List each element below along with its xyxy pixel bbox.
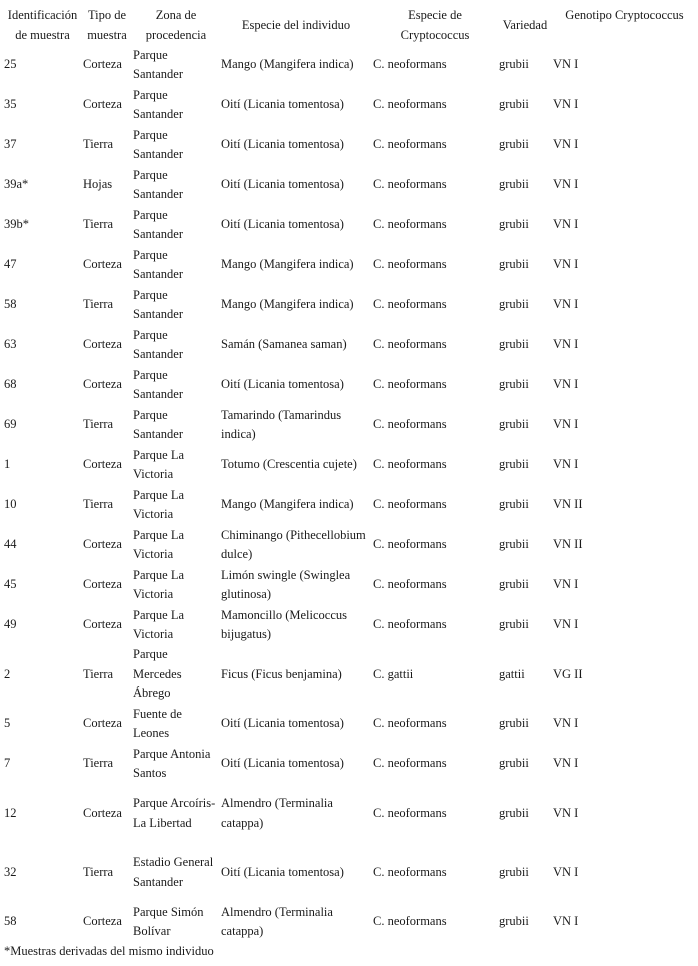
- cell-zone: Parque La Victoria: [133, 567, 185, 601]
- cell-crypto-species: C. neoformans: [373, 377, 447, 392]
- table-row: [4, 325, 698, 365]
- cell-id: 32: [4, 864, 17, 879]
- cell-variety: grubii: [499, 97, 529, 112]
- cell-variety: grubii: [499, 417, 529, 432]
- table-body: [4, 45, 698, 942]
- cell-genotype: VN I: [553, 217, 579, 232]
- cell-genotype: VN I: [553, 417, 579, 432]
- cell-zone: Parque Santander: [133, 287, 183, 321]
- cell-genotype: VN I: [553, 377, 579, 392]
- cell-sample-type: Tierra: [83, 666, 114, 681]
- footnote: *Muestras derivadas del mismo individuo: [4, 944, 214, 958]
- cell-crypto-species: C. neoformans: [373, 257, 447, 272]
- cell-sample-type: Tierra: [83, 864, 114, 879]
- cell-species: Oití (Licania tomentosa): [221, 716, 344, 731]
- cell-id: 39b*: [4, 217, 29, 232]
- cell-crypto-species: C. neoformans: [373, 864, 447, 879]
- header-zone: Zona de procedencia: [145, 8, 207, 42]
- cell-zone: Parque Mercedes Ábrego: [133, 647, 182, 701]
- cell-species: Oití (Licania tomentosa): [221, 864, 344, 879]
- cell-zone: Parque Santander: [133, 167, 183, 201]
- cell-genotype: VN I: [553, 716, 579, 731]
- cell-variety: grubii: [499, 217, 529, 232]
- cell-variety: grubii: [499, 716, 529, 731]
- cell-species: Chiminango (Pithecellobium dulce): [221, 527, 366, 561]
- cell-genotype: VN I: [553, 257, 579, 272]
- cell-variety: grubii: [499, 137, 529, 152]
- cell-zone: Parque La Victoria: [133, 447, 185, 481]
- cell-variety: grubii: [499, 297, 529, 312]
- table-row: [4, 165, 698, 205]
- cell-variety: grubii: [499, 756, 529, 771]
- cell-variety: grubii: [499, 377, 529, 392]
- cell-variety: grubii: [499, 57, 529, 72]
- table-row: [4, 445, 698, 485]
- table-header: [4, 6, 698, 45]
- table-row: [4, 285, 698, 325]
- cell-sample-type: Tierra: [83, 417, 114, 432]
- cell-id: 47: [4, 257, 17, 272]
- table-row: [4, 605, 698, 645]
- header-crypto-species: Especie de Cryptococcus: [400, 8, 470, 42]
- cell-crypto-species: C. neoformans: [373, 617, 447, 632]
- cell-variety: grubii: [499, 497, 529, 512]
- cell-species: Almendro (Terminalia catappa): [221, 904, 333, 938]
- cell-id: 1: [4, 457, 11, 472]
- cell-variety: grubii: [499, 537, 529, 552]
- cell-crypto-species: C. neoformans: [373, 497, 447, 512]
- cell-id: 2: [4, 666, 11, 681]
- cell-id: 37: [4, 137, 17, 152]
- cell-id: 7: [4, 756, 11, 771]
- cell-genotype: VN I: [553, 457, 579, 472]
- cell-genotype: VN I: [553, 337, 579, 352]
- cell-sample-type: Corteza: [83, 97, 122, 112]
- cell-species: Totumo (Crescentia cujete): [221, 457, 357, 472]
- cell-sample-type: Tierra: [83, 297, 114, 312]
- cell-sample-type: Tierra: [83, 497, 114, 512]
- cell-id: 44: [4, 537, 17, 552]
- cell-zone: Parque Santander: [133, 127, 183, 161]
- cell-variety: grubii: [499, 577, 529, 592]
- cell-sample-type: Corteza: [83, 537, 122, 552]
- cell-crypto-species: C. neoformans: [373, 57, 447, 72]
- cell-id: 63: [4, 337, 17, 352]
- table-row: [4, 45, 698, 85]
- cell-species: Oití (Licania tomentosa): [221, 217, 344, 232]
- table-row: [4, 205, 698, 245]
- cell-id: 58: [4, 297, 17, 312]
- cell-sample-type: Corteza: [83, 377, 122, 392]
- cell-crypto-species: C. neoformans: [373, 177, 447, 192]
- cell-zone: Parque Santander: [133, 247, 183, 281]
- cell-sample-type: Tierra: [83, 217, 114, 232]
- cell-crypto-species: C. neoformans: [373, 805, 447, 820]
- cell-zone: Parque La Victoria: [133, 487, 185, 521]
- cell-variety: grubii: [499, 914, 529, 929]
- cell-variety: grubii: [499, 864, 529, 879]
- cell-genotype: VN II: [553, 537, 583, 552]
- cell-sample-type: Corteza: [83, 914, 122, 929]
- cell-zone: Parque Santander: [133, 207, 183, 241]
- cell-zone: Parque Antonia Santos: [133, 746, 211, 780]
- table-row: [4, 645, 698, 704]
- cell-species: Mango (Mangifera indica): [221, 257, 354, 272]
- specimens-table: [4, 6, 698, 942]
- table-row: [4, 565, 698, 605]
- cell-crypto-species: C. neoformans: [373, 297, 447, 312]
- cell-sample-type: Corteza: [83, 457, 122, 472]
- cell-id: 69: [4, 417, 17, 432]
- header-genotype: Genotipo Cryptococcus: [565, 8, 684, 22]
- cell-genotype: VN I: [553, 864, 579, 879]
- cell-species: Almendro (Terminalia catappa): [221, 796, 333, 830]
- cell-zone: Estadio General Santander: [133, 855, 214, 889]
- cell-sample-type: Tierra: [83, 756, 114, 771]
- cell-crypto-species: C. neoformans: [373, 756, 447, 771]
- cell-sample-type: Corteza: [83, 257, 122, 272]
- cell-id: 12: [4, 805, 17, 820]
- table-row: [4, 525, 698, 565]
- cell-variety: grubii: [499, 177, 529, 192]
- cell-crypto-species: C. neoformans: [373, 137, 447, 152]
- cell-id: 25: [4, 57, 17, 72]
- cell-zone: Fuente de Leones: [133, 706, 182, 740]
- table-row: [4, 485, 698, 525]
- table-row: [4, 744, 698, 784]
- header-type: Tipo de muestra: [87, 8, 127, 42]
- cell-sample-type: Hojas: [83, 177, 113, 192]
- cell-zone: Parque La Victoria: [133, 527, 185, 561]
- table-row: [4, 843, 698, 902]
- cell-sample-type: Corteza: [83, 617, 122, 632]
- table-row: [4, 405, 698, 445]
- cell-crypto-species: C. neoformans: [373, 457, 447, 472]
- cell-genotype: VN I: [553, 805, 579, 820]
- table-row: [4, 125, 698, 165]
- table-row: [4, 704, 698, 744]
- header-variety: Variedad: [502, 17, 548, 32]
- cell-zone: Parque Santander: [133, 367, 183, 401]
- cell-crypto-species: C. neoformans: [373, 716, 447, 731]
- cell-species: Oití (Licania tomentosa): [221, 756, 344, 771]
- cell-sample-type: Corteza: [83, 805, 122, 820]
- cell-id: 58: [4, 914, 17, 929]
- cell-id: 5: [4, 716, 11, 731]
- cell-genotype: VN I: [553, 756, 579, 771]
- cell-species: Tamarindo (Tamarindus indica): [221, 407, 342, 441]
- cell-zone: Parque Santander: [133, 327, 183, 361]
- cell-crypto-species: C. neoformans: [373, 577, 447, 592]
- cell-sample-type: Corteza: [83, 337, 122, 352]
- cell-species: Mamoncillo (Melicoccus bijugatus): [221, 607, 348, 641]
- cell-crypto-species: C. gattii: [373, 666, 414, 681]
- table-row: [4, 784, 698, 843]
- cell-zone: Parque Santander: [133, 407, 183, 441]
- header-id: Identificación de muestra: [7, 8, 78, 42]
- cell-species: Ficus (Ficus benjamina): [221, 666, 342, 681]
- cell-species: Limón swingle (Swinglea glutinosa): [221, 567, 351, 601]
- header-species: Especie del individuo: [241, 17, 351, 32]
- header-row: [4, 6, 698, 45]
- cell-variety: gattii: [499, 666, 525, 681]
- cell-species: Oití (Licania tomentosa): [221, 137, 344, 152]
- cell-variety: grubii: [499, 805, 529, 820]
- cell-zone: Parque Arcoíris-La Libertad: [133, 796, 216, 830]
- cell-sample-type: Corteza: [83, 57, 122, 72]
- cell-crypto-species: C. neoformans: [373, 217, 447, 232]
- cell-sample-type: Corteza: [83, 577, 122, 592]
- cell-species: Samán (Samanea saman): [221, 337, 347, 352]
- cell-variety: grubii: [499, 617, 529, 632]
- cell-zone: Parque La Victoria: [133, 607, 185, 641]
- cell-crypto-species: C. neoformans: [373, 417, 447, 432]
- cell-sample-type: Corteza: [83, 716, 122, 731]
- cell-variety: grubii: [499, 257, 529, 272]
- table-row: [4, 245, 698, 285]
- cell-crypto-species: C. neoformans: [373, 97, 447, 112]
- cell-genotype: VG II: [553, 666, 583, 681]
- cell-species: Mango (Mangifera indica): [221, 297, 354, 312]
- cell-variety: grubii: [499, 457, 529, 472]
- table-row: [4, 85, 698, 125]
- cell-genotype: VN I: [553, 577, 579, 592]
- cell-species: Mango (Mangifera indica): [221, 57, 354, 72]
- cell-zone: Parque Santander: [133, 47, 183, 81]
- cell-id: 35: [4, 97, 17, 112]
- cell-id: 68: [4, 377, 17, 392]
- table-row: [4, 365, 698, 405]
- cell-zone: Parque Simón Bolívar: [133, 904, 204, 938]
- cell-species: Oití (Licania tomentosa): [221, 97, 344, 112]
- cell-genotype: VN I: [553, 97, 579, 112]
- cell-species: Oití (Licania tomentosa): [221, 377, 344, 392]
- cell-crypto-species: C. neoformans: [373, 914, 447, 929]
- cell-variety: grubii: [499, 337, 529, 352]
- cell-genotype: VN II: [553, 497, 583, 512]
- cell-sample-type: Tierra: [83, 137, 114, 152]
- cell-crypto-species: C. neoformans: [373, 337, 447, 352]
- cell-genotype: VN I: [553, 617, 579, 632]
- cell-crypto-species: C. neoformans: [373, 537, 447, 552]
- cell-genotype: VN I: [553, 177, 579, 192]
- cell-genotype: VN I: [553, 137, 579, 152]
- cell-id: 10: [4, 497, 17, 512]
- cell-id: 49: [4, 617, 17, 632]
- cell-genotype: VN I: [553, 297, 579, 312]
- cell-species: Oití (Licania tomentosa): [221, 177, 344, 192]
- cell-species: Mango (Mangifera indica): [221, 497, 354, 512]
- table-row: [4, 902, 698, 942]
- cell-id: 39a*: [4, 177, 29, 192]
- cell-genotype: VN I: [553, 914, 579, 929]
- cell-zone: Parque Santander: [133, 87, 183, 121]
- cell-genotype: VN I: [553, 57, 579, 72]
- cell-id: 45: [4, 577, 17, 592]
